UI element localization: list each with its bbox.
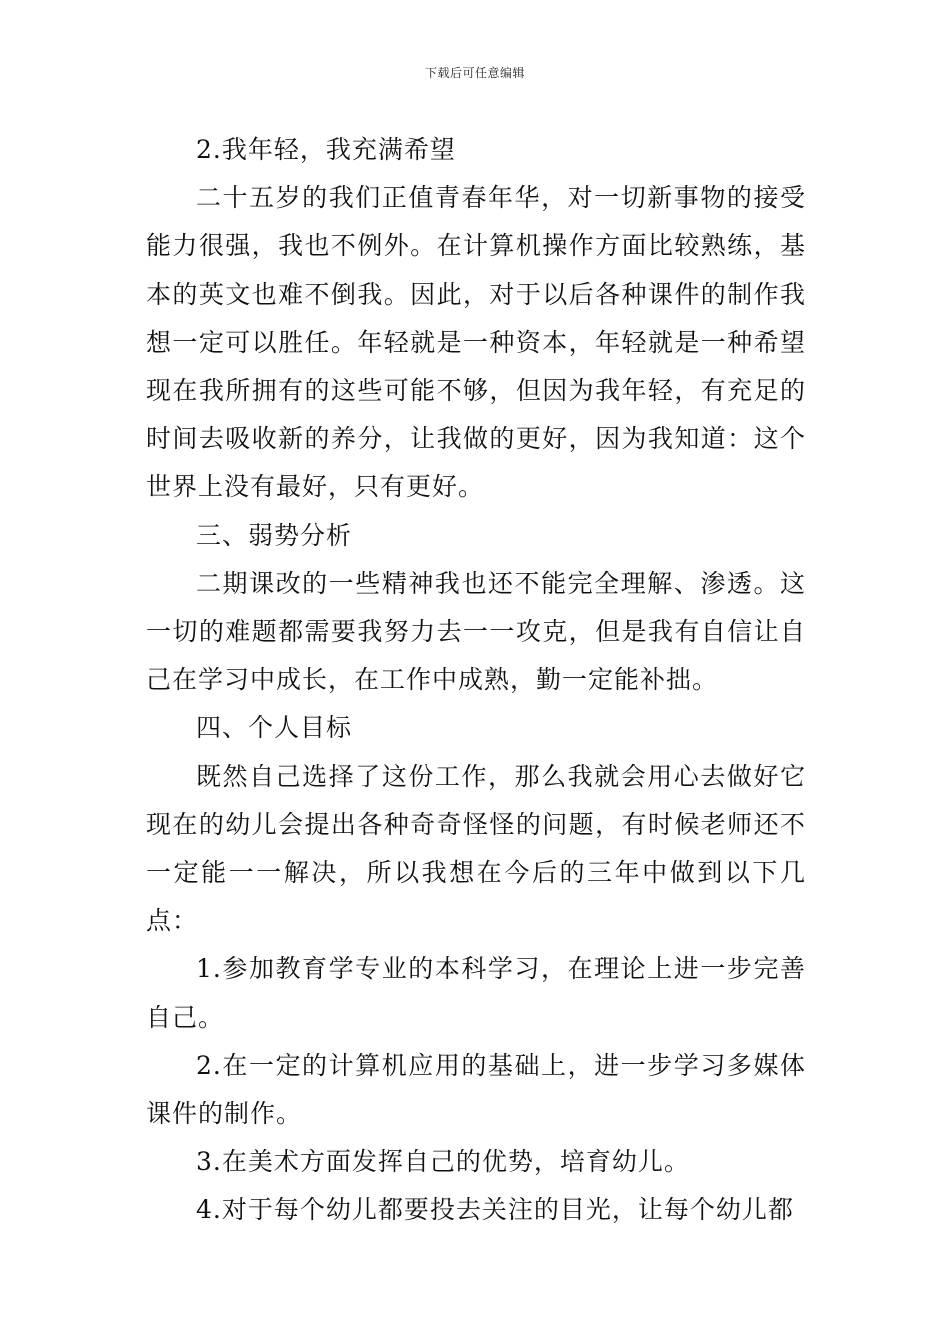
section-heading-weakness: 三、弱势分析 [196,520,353,550]
subheading-young-hopeful: 2.我年轻，我充满希望 [196,135,456,164]
goal-item-4: 4.对于每个幼儿都要投去关注的目光，让每个幼儿都 [196,1195,794,1225]
document-body [146,126,806,1235]
goal-item-3: 3.在美术方面发挥自己的优势，培育幼儿。 [196,1147,690,1177]
paragraph-weakness: 二期课改的一些精神我也还不能完全理解、渗透。这一切的难题都需要我努力去一一攻克，但是我有自信让自己在学习中成长，在工作中成熟，勤一定能补拙。 [146,568,806,695]
page-header: 下载后可任意编辑 [424,66,525,80]
section-heading-goals: 四、个人目标 [196,713,353,743]
paragraph-goals-intro: 既然自己选择了这份工作，那么我就会用心去做好它现在的幼儿会提出各种奇奇怪怪的问题，有时候老师还不一定能一一解决，所以我想在今后的三年中做到以下几点： [146,761,806,936]
goal-item-1: 1.参加教育学专业的本科学习，在理论上进一步完善自己。 [146,954,806,1032]
goal-item-2: 2.在一定的计算机应用的基础上，进一步学习多媒体课件的制作。 [146,1050,806,1129]
paragraph-strengths: 二十五岁的我们正值青春年华，对一切新事物的接受能力很强，我也不例外。在计算机操作方面比较熟练，基本的英文也难不倒我。因此，对于以后各种课件的制作我想一定可以胜任。年轻就是一种资本，年轻就是一种希望现在我所拥有的这些可能不够，但因为我年轻，有充足的时间去吸收新的养分，让我做的更好，因为我知道：这个世界上没有最好，只有更好。 [146,183,806,502]
